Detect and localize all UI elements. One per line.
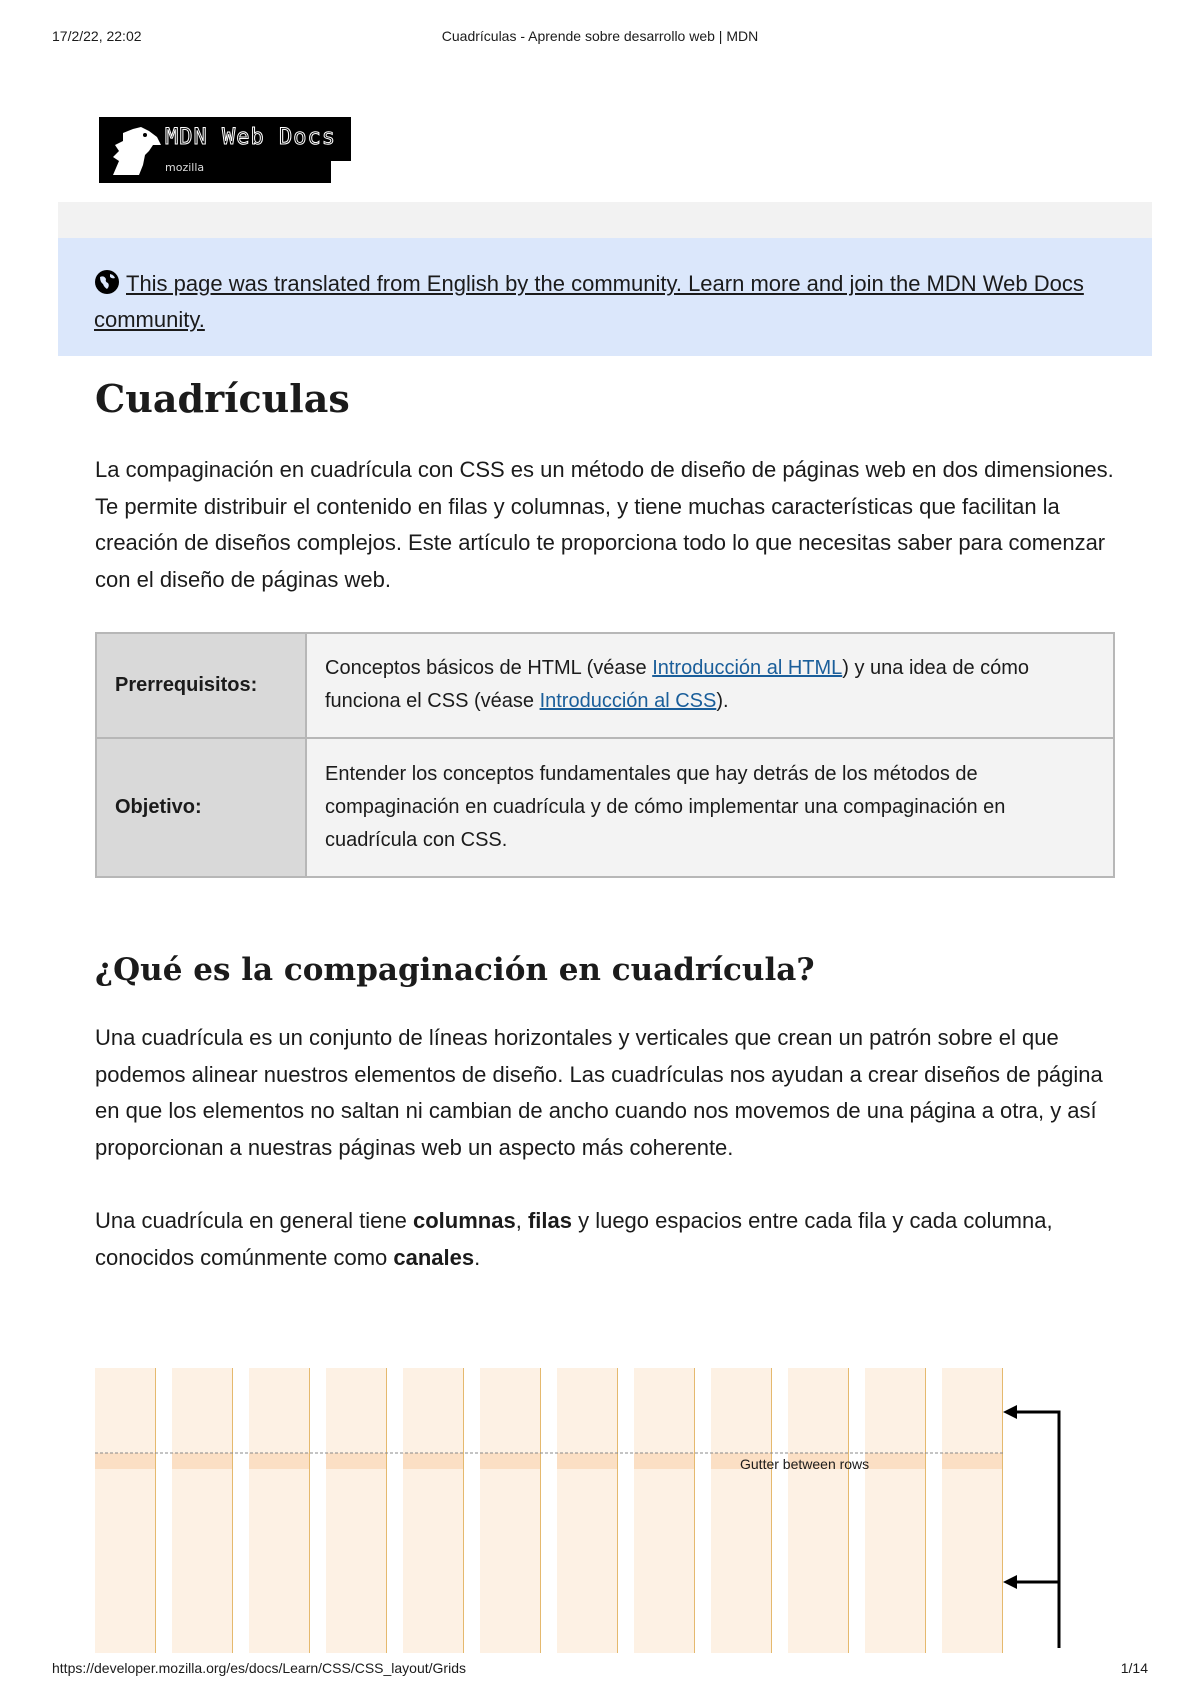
grid-column	[403, 1368, 463, 1653]
term-canales: canales	[393, 1244, 475, 1270]
requirements-table	[95, 632, 1115, 878]
translation-notice-link[interactable]: This page was translated from English by the community. Learn more and join the MDN Web Docs community.	[94, 271, 1084, 332]
arrow-head	[1003, 1575, 1017, 1589]
grid-column	[788, 1368, 848, 1653]
grid-column	[249, 1368, 309, 1653]
row-gutter	[634, 1453, 694, 1469]
intro-paragraph: La compaginación en cuadrícula con CSS es un método de diseño de páginas web en dos dimensiones. Te permite distribuir el contenido en filas y columnas, y tiene muchas características que facilitan la creación de diseños complejos. Este artículo te proporciona todo lo que necesitas saber para comenzar con el diseño de páginas web.	[95, 457, 1114, 592]
grid-column	[326, 1368, 386, 1653]
print-date: 17/2/22, 22:02	[52, 28, 142, 44]
globe-icon	[94, 269, 120, 295]
gutter-label: Gutter between rows	[740, 1456, 870, 1472]
logo-subtext: mozilla	[165, 161, 205, 174]
text-span: Una cuadrícula en general tiene	[95, 1208, 413, 1233]
text-span: ,	[515, 1208, 528, 1233]
row-gutter	[403, 1453, 463, 1469]
logo-notch	[331, 161, 351, 183]
text-span: y luego espacios entre cada fila y cada columna, conocidos comúnmente como	[95, 1208, 1053, 1270]
link-intro-css[interactable]: Introducción al CSS	[539, 690, 717, 713]
page-number: 1/14	[1120, 1660, 1148, 1676]
prereq-text: Conceptos básicos de HTML (véase	[325, 657, 653, 680]
dinosaur-icon	[105, 121, 163, 179]
grid-column	[557, 1368, 617, 1653]
objective-value: Entender los conceptos fundamentales que hay detrás de los métodos de compaginación en cuadrícula y de cómo implementar una compaginación en cuadrícula con CSS.	[306, 738, 1114, 877]
print-url: https://developer.mozilla.org/es/docs/Learn/CSS/CSS_layout/Grids	[52, 1660, 466, 1676]
term-columnas: columnas	[413, 1208, 516, 1233]
grid-column	[865, 1368, 925, 1653]
arrow-bracket	[1009, 1412, 1059, 1648]
prereq-text: ).	[716, 690, 729, 713]
translation-notice	[58, 238, 1152, 356]
row-gutter	[172, 1453, 232, 1469]
grid-diagram	[95, 1368, 1075, 1653]
row-gutter	[865, 1453, 925, 1469]
section-paragraph	[95, 1203, 1115, 1276]
mdn-logo[interactable]	[99, 117, 351, 183]
row-gutter	[95, 1453, 155, 1469]
grid-column	[711, 1368, 771, 1653]
print-page-title: Cuadrículas - Aprende sobre desarrollo web | MDN	[441, 28, 759, 44]
grid-column	[634, 1368, 694, 1653]
logo-text: MDN Web Docs	[165, 125, 336, 150]
text-span: .	[474, 1244, 481, 1270]
grid-column	[172, 1368, 232, 1653]
print-header	[52, 28, 1148, 48]
grid-columns	[95, 1368, 1003, 1653]
grid-column	[480, 1368, 540, 1653]
grid-column	[95, 1368, 155, 1653]
table-row	[96, 633, 1114, 738]
prerequisites-label: Prerrequisitos:	[96, 633, 306, 738]
print-footer	[52, 1660, 1148, 1680]
section-paragraph: Una cuadrícula es un conjunto de líneas horizontales y verticales que crean un patrón sobre el que podemos alinear nuestros elementos de diseño. Las cuadrículas nos ayudan a crear diseños de página en que los elementos no saltan ni cambian de ancho cuando nos movemos de una página a otra, y así proporcionan a nuestras páginas web un aspecto más coherente.	[95, 1025, 1103, 1160]
table-row	[96, 738, 1114, 877]
top-bar	[58, 202, 1152, 238]
row-gutter	[326, 1453, 386, 1469]
term-filas: filas	[527, 1208, 572, 1233]
link-intro-html[interactable]: Introducción al HTML	[652, 657, 843, 680]
prereq-text: ) y una idea de cómo funciona el CSS (véase	[325, 657, 1030, 713]
prerequisites-value	[306, 633, 1114, 738]
page-title: Cuadrículas	[95, 376, 350, 421]
row-gutter	[557, 1453, 617, 1469]
section-heading: ¿Qué es la compaginación en cuadrícula?	[95, 952, 815, 988]
row-gutter	[249, 1453, 309, 1469]
grid-column	[942, 1368, 1002, 1653]
row-gutter	[480, 1453, 540, 1469]
arrow-head	[1003, 1405, 1017, 1419]
objective-label: Objetivo:	[96, 738, 306, 877]
row-gutter	[942, 1453, 1002, 1469]
